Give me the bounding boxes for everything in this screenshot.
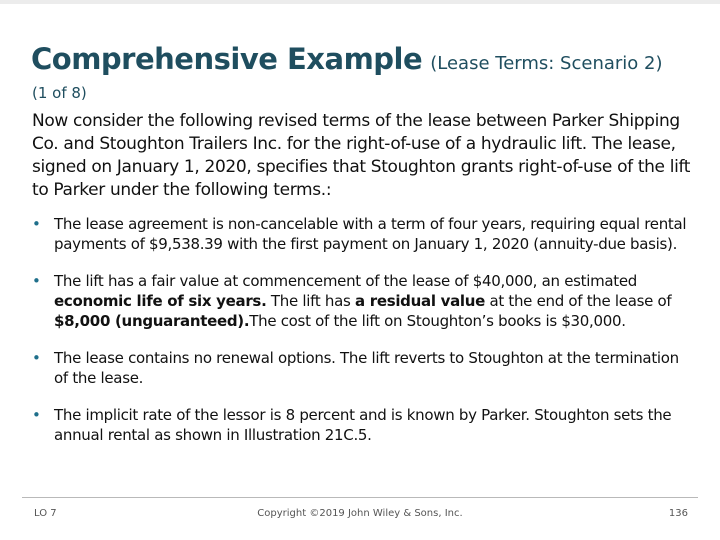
footer-divider (22, 497, 698, 498)
economic-life-emphasis: economic life of six years. (54, 292, 267, 310)
bullet-text: The lease contains no renewal options. The lift reverts to Stoughton at the termination of the lease. (54, 349, 679, 387)
bullet-fair-value (32, 271, 692, 331)
title-subtitle: (Lease Terms: Scenario 2) (430, 53, 663, 74)
bullet-lease-term (32, 214, 692, 254)
footer-learning-objective: LO 7 (34, 508, 57, 519)
bullet-implicit-rate (32, 405, 692, 445)
residual-value-emphasis: a residual value (355, 292, 485, 310)
bullet-text: The lease agreement is non-cancelable with a term of four years, requiring equal rental payments of $9,538.39 with the first payment on January 1, 2020 (annuity-due basis). (54, 215, 687, 253)
bullet-list (32, 214, 692, 445)
bullet-text: The implicit rate of the lessor is 8 percent and is known by Parker. Stoughton sets the annual rental as shown in Illustration 21C.5. (54, 406, 672, 444)
intro-paragraph: Now consider the following revised terms of the lease between Parker Shipping Co. and Stoughton Trailers Inc. for the right-of-use of a hydraulic lift. The lease, signed on January 1, 2020, specifies that Stoughton grants right-of-use of the lift to Parker under the following terms.: (32, 111, 691, 200)
slide-title (31, 42, 663, 76)
footer-copyright: Copyright ©2019 John Wiley & Sons, Inc. (257, 508, 463, 519)
bullet-text: The cost of the lift on Stoughton’s books is $30,000. (249, 312, 626, 330)
bullet-icon: • (32, 349, 41, 367)
title-main: Comprehensive Example (31, 42, 423, 76)
residual-amount-emphasis: $8,000 (unguaranteed). (54, 312, 250, 330)
bullet-text: The lift has (266, 292, 355, 310)
footer-page-number: 136 (668, 508, 688, 519)
slide-count: (1 of 8) (32, 84, 87, 102)
top-rule (0, 0, 720, 4)
bullet-icon: • (32, 272, 41, 290)
bullet-icon: • (32, 215, 41, 233)
bullet-text: at the end of the lease of (484, 292, 672, 310)
bullet-text: The lift has a fair value at commencement of the lease of $40,000, an estimated (54, 272, 638, 290)
bullet-renewal (32, 348, 692, 388)
bullet-icon: • (32, 406, 41, 424)
